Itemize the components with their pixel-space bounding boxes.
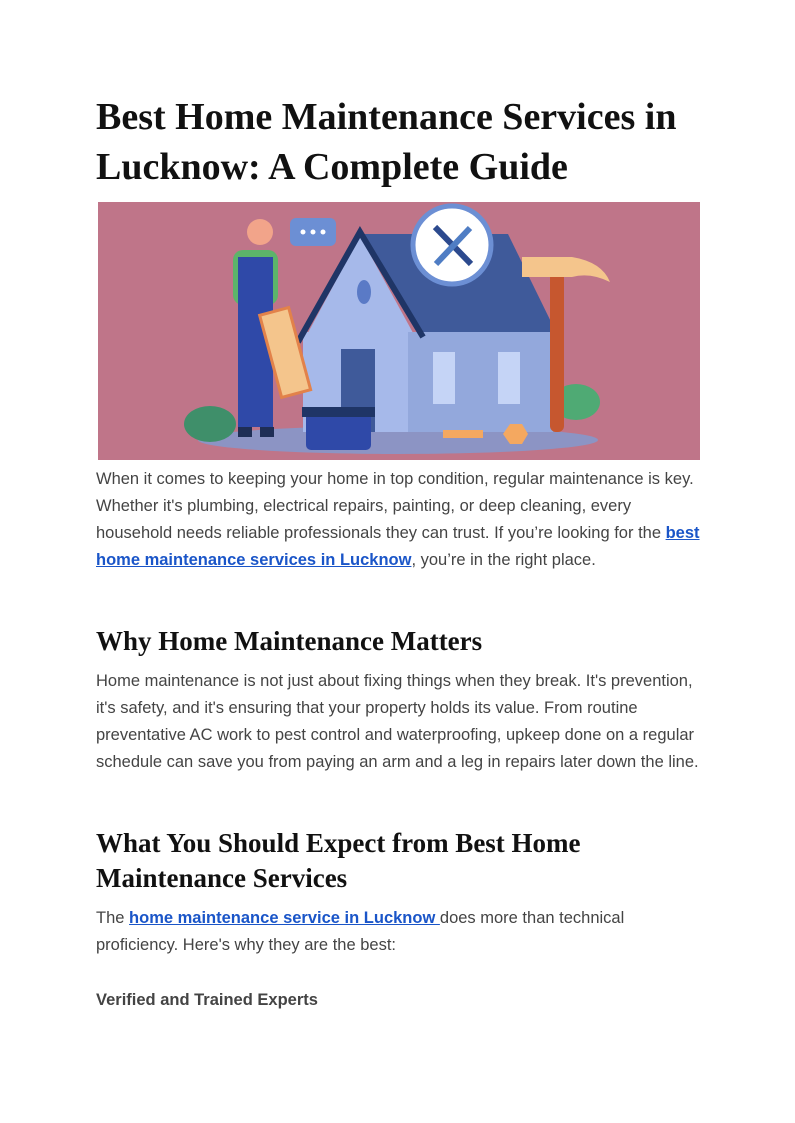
section-why-body: Home maintenance is not just about fixing things when they break. It's prevention, it's safety, and it's ensuring that your property holds its value. From routine preventative AC work to pest control and waterproofing, upkeep done on a regular schedule can save you from paying an arm and a leg in repairs later down the line. [96,672,699,771]
expect-text: The [96,909,130,927]
home-maintenance-service-link[interactable]: home maintenance service in Lucknow [129,909,440,927]
best-home-maintenance-link[interactable]: best home maintenance services in Lucknow [96,524,700,569]
home-repair-illustration-icon [98,202,700,460]
hero-image [98,202,700,460]
section-heading-expect: What You Should Expect from Best Home Maintenance Services [96,828,581,893]
page-title: Best Home Maintenance Services in Lucknow: A Complete Guide [96,96,677,188]
intro-text-end: , you’re in the right place. [411,551,596,569]
intro-text: When it comes to keeping your home in top condition, regular maintenance is key. Whether it's plumbing, electrical repairs, painting, or deep cleaning, every household needs reliable professionals they can trust. If you’re looking for the [96,470,694,542]
expect-text-end: does more than technical proficiency. Here's why they are the best: [96,909,625,954]
intro-paragraph [96,466,702,574]
section-heading-why: Why Home Maintenance Matters [96,626,483,656]
subheading-verified-experts: Verified and Trained Experts [96,991,318,1009]
